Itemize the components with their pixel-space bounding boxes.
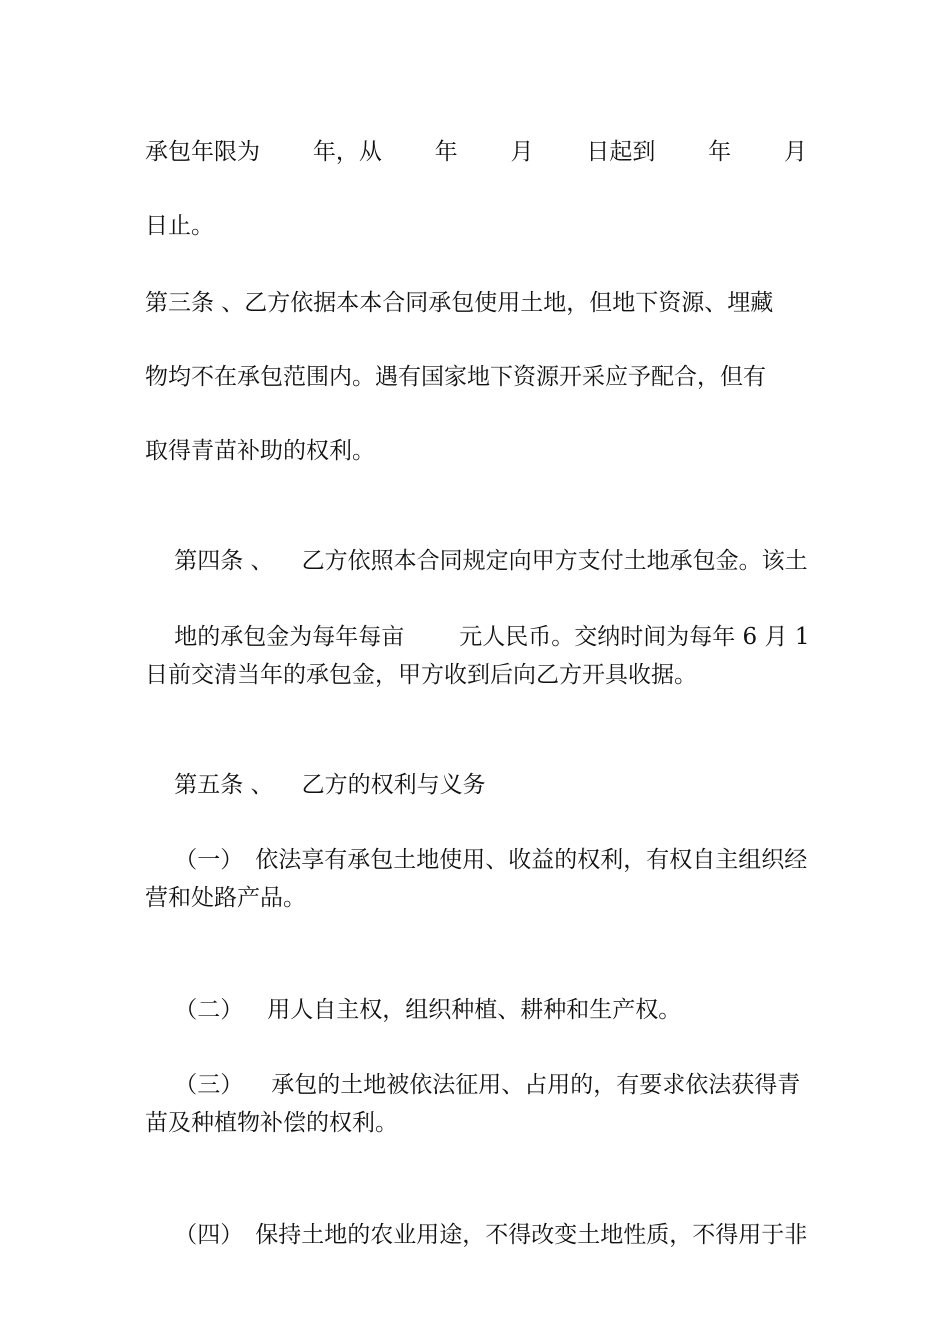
- clause-2-text: 用人自主权，组织种植、耕种和生产权。: [267, 997, 682, 1023]
- article-4-text: 乙方依照本合同规定向甲方支付土地承包金。该土: [301, 548, 808, 574]
- clause-3-line-1: [145, 1031, 807, 1098]
- term-label: 承包年限为: [145, 139, 260, 165]
- end-month-label: 月: [783, 139, 807, 165]
- clause-2-line: [145, 956, 807, 1023]
- clause-2-label: （二）: [174, 997, 244, 1023]
- article-4-line-1: [145, 507, 808, 574]
- term-end-line: 日止。: [145, 213, 214, 239]
- clause-3-line-2: 苗及种植物补偿的权利。: [145, 1110, 398, 1136]
- term-line: [145, 134, 807, 170]
- article-5-text: 乙方的权利与义务: [301, 772, 486, 798]
- clause-4-label: （四）: [174, 1222, 244, 1248]
- article-3-line-2: 物均不在承包范围内。遇有国家地下资源开采应予配合，但有: [145, 364, 766, 390]
- end-year-label: 年: [708, 139, 732, 165]
- article-5-heading: [145, 731, 807, 798]
- article-4-line-3: 日前交清当年的承包金，甲方收到后向乙方开具收据。: [145, 662, 697, 688]
- clause-1-label: （一）: [174, 847, 244, 873]
- article-3-line-1: 第三条 、乙方依据本本合同承包使用土地，但地下资源、埋藏: [145, 290, 774, 316]
- clause-1-line-1: [145, 806, 808, 873]
- article-4-line-2: [145, 583, 810, 650]
- clause-1-line-2: 营和处路产品。: [145, 885, 306, 911]
- fee-text-after: 元人民币。交纳时间为每年 6 月 1: [459, 624, 810, 650]
- start-day-label: 日起到: [586, 139, 656, 165]
- clause-4-line-1: [145, 1181, 808, 1248]
- start-month-label: 月: [510, 139, 534, 165]
- article-3-line-3: 取得青苗补助的权利。: [145, 438, 375, 464]
- article-5-label: 第五条 、: [174, 772, 274, 798]
- clause-3-label: （三）: [174, 1072, 244, 1098]
- clause-4-text: 保持土地的农业用途，不得改变土地性质，不得用于非: [255, 1222, 808, 1248]
- clause-1-text: 依法享有承包土地使用、收益的权利，有权自主组织经: [255, 847, 808, 873]
- start-year-label: 年: [434, 139, 458, 165]
- fee-text-before: 地的承包金为每年每亩: [174, 624, 405, 650]
- article-4-label: 第四条 、: [174, 548, 274, 574]
- term-year-label: 年，从: [312, 139, 382, 165]
- clause-3-text: 承包的土地被依法征用、占用的，有要求依法获得青: [271, 1072, 801, 1098]
